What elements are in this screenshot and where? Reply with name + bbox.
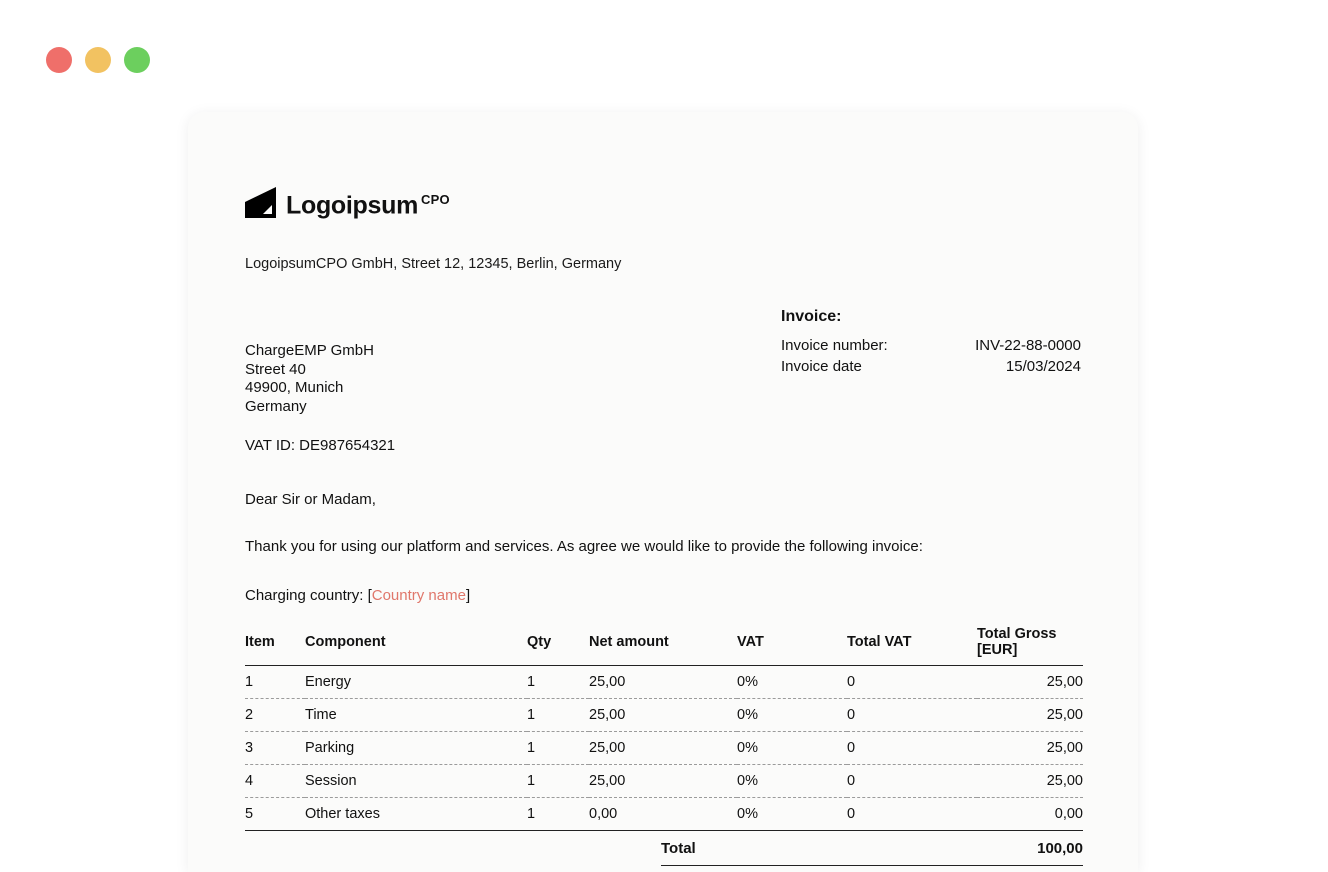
cell-net: 25,00 <box>589 732 737 765</box>
cell-vat: 0% <box>737 699 847 732</box>
cell-item: 5 <box>245 798 305 831</box>
cell-qty: 1 <box>527 732 589 765</box>
recipient-street: Street 40 <box>245 360 306 378</box>
invoice-document <box>188 112 1138 872</box>
cell-gross: 0,00 <box>977 798 1083 831</box>
vat-id: VAT ID: DE987654321 <box>245 437 396 455</box>
table-row <box>245 699 1083 732</box>
cell-total-vat: 0 <box>847 699 977 732</box>
table-row <box>245 798 1083 831</box>
cell-net: 25,00 <box>589 666 737 699</box>
table-row <box>245 732 1083 765</box>
cell-component: Parking <box>305 732 527 765</box>
cell-vat: 0% <box>737 666 847 699</box>
invoice-number-label: Invoice number: <box>781 337 888 355</box>
cell-total-vat: 0 <box>847 732 977 765</box>
cell-qty: 1 <box>527 798 589 831</box>
recipient-country: Germany <box>245 397 307 415</box>
cell-qty: 1 <box>527 699 589 732</box>
header-component: Component <box>305 626 527 666</box>
invoice-date-row <box>781 356 1081 377</box>
cell-total-vat: 0 <box>847 666 977 699</box>
cell-component: Time <box>305 699 527 732</box>
cell-vat: 0% <box>737 798 847 831</box>
cell-component: Session <box>305 765 527 798</box>
logo-wordmark <box>286 184 450 221</box>
sender-address-line: LogoipsumCPO GmbH, Street 12, 12345, Berlin, Germany <box>245 256 622 273</box>
invoice-date-label: Invoice date <box>781 358 862 376</box>
table-header-row <box>245 626 1083 666</box>
cell-total-vat: 0 <box>847 798 977 831</box>
minimize-window-button[interactable] <box>85 47 111 73</box>
header-total-gross: Total Gross [EUR] <box>977 626 1083 666</box>
cell-gross: 25,00 <box>977 666 1083 699</box>
close-window-button[interactable] <box>46 47 72 73</box>
charging-country-line <box>245 587 1081 604</box>
cell-vat: 0% <box>737 765 847 798</box>
cell-item: 3 <box>245 732 305 765</box>
recipient-company: ChargeEMP GmbH <box>245 342 374 360</box>
total-label: Total <box>661 840 696 858</box>
cell-component: Energy <box>305 666 527 699</box>
header-item: Item <box>245 626 305 666</box>
cell-qty: 1 <box>527 666 589 699</box>
cell-item: 2 <box>245 699 305 732</box>
logo-name: Logoipsum <box>286 191 419 220</box>
cell-gross: 25,00 <box>977 765 1083 798</box>
invoice-number-value: INV-22-88-0000 <box>975 337 1081 355</box>
cell-net: 25,00 <box>589 765 737 798</box>
charging-country-bracket-close: ] <box>465 587 471 605</box>
maximize-window-button[interactable] <box>124 47 150 73</box>
cell-qty: 1 <box>527 765 589 798</box>
cell-gross: 25,00 <box>977 699 1083 732</box>
table-row <box>245 666 1083 699</box>
cell-net: 25,00 <box>589 699 737 732</box>
total-value: 100,00 <box>1037 840 1083 858</box>
cell-gross: 25,00 <box>977 732 1083 765</box>
header-qty: Qty <box>527 626 589 666</box>
charging-country-placeholder[interactable]: Country name <box>371 587 466 605</box>
cell-item: 4 <box>245 765 305 798</box>
window-controls <box>46 47 150 73</box>
logo-superscript: CPO <box>421 192 450 207</box>
recipient-city: 49900, Munich <box>245 379 344 397</box>
invoice-meta <box>781 308 1081 454</box>
intro-paragraph: Thank you for using our platform and services. As agree we would like to provide the following invoice: <box>245 538 923 556</box>
header-net-amount: Net amount <box>589 626 737 666</box>
cell-item: 1 <box>245 666 305 699</box>
invoice-date-value: 15/03/2024 <box>1005 358 1081 376</box>
invoice-items-table <box>245 626 1083 831</box>
logo-mark-icon <box>245 187 276 218</box>
cell-vat: 0% <box>737 732 847 765</box>
header-vat: VAT <box>737 626 847 666</box>
header-total-vat: Total VAT <box>847 626 977 666</box>
table-row <box>245 765 1083 798</box>
cell-net: 0,00 <box>589 798 737 831</box>
invoice-title: Invoice: <box>781 308 842 326</box>
charging-country-label: Charging country: [ <box>245 587 372 605</box>
totals-section <box>245 831 1083 866</box>
cell-component: Other taxes <box>305 798 527 831</box>
company-logo <box>245 184 1081 221</box>
salutation: Dear Sir or Madam, <box>245 491 376 509</box>
cell-total-vat: 0 <box>847 765 977 798</box>
invoice-number-row <box>781 335 1081 356</box>
recipient-address <box>245 342 395 416</box>
